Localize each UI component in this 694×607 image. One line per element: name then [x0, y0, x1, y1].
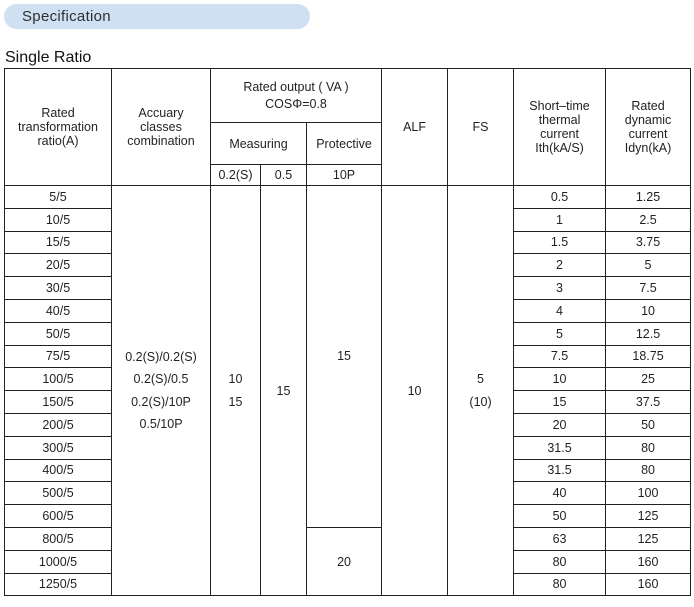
ratio-cell: 5/5	[5, 186, 112, 209]
ith-cell: 31.5	[514, 459, 606, 482]
ith-cell: 7.5	[514, 345, 606, 368]
accuracy-value: 0.5/10P	[139, 417, 183, 432]
ith-cell: 15	[514, 391, 606, 414]
ratio-cell: 30/5	[5, 277, 112, 300]
ratio-cell: 75/5	[5, 345, 112, 368]
idyn-cell: 50	[606, 413, 691, 436]
spec-table	[4, 68, 691, 596]
measuring-02s-value: 10	[228, 371, 243, 386]
ith-cell: 80	[514, 573, 606, 596]
idyn-cell: 25	[606, 368, 691, 391]
protective-cell-1: 15	[307, 186, 382, 528]
idyn-cell: 5	[606, 254, 691, 277]
ratio-cell: 300/5	[5, 436, 112, 459]
ratio-cell: 40/5	[5, 299, 112, 322]
accuracy-value: 0.2(S)/0.5	[133, 372, 189, 387]
idyn-cell: 18.75	[606, 345, 691, 368]
header-rated-output: Rated output ( VA ) COSΦ=0.8	[211, 69, 382, 123]
idyn-cell: 10	[606, 299, 691, 322]
table-row	[5, 527, 691, 550]
idyn-cell: 3.75	[606, 231, 691, 254]
ith-cell: 80	[514, 550, 606, 573]
ith-cell: 10	[514, 368, 606, 391]
ratio-cell: 20/5	[5, 254, 112, 277]
ith-cell: 20	[514, 413, 606, 436]
header-sub-10p: 10P	[307, 165, 382, 186]
header-sub-05: 0.5	[261, 165, 307, 186]
accuracy-value: 0.2(S)/10P	[131, 394, 191, 409]
ratio-cell: 15/5	[5, 231, 112, 254]
header-alf: ALF	[382, 69, 448, 186]
ith-cell: 40	[514, 482, 606, 505]
ratio-cell: 1250/5	[5, 573, 112, 596]
ith-cell: 63	[514, 527, 606, 550]
measuring-02s-value: 15	[228, 394, 243, 409]
ith-cell: 1	[514, 208, 606, 231]
idyn-cell: 80	[606, 459, 691, 482]
idyn-cell: 160	[606, 550, 691, 573]
alf-cell: 10	[382, 186, 448, 596]
ratio-cell: 500/5	[5, 482, 112, 505]
ratio-cell: 400/5	[5, 459, 112, 482]
idyn-cell: 125	[606, 527, 691, 550]
ratio-cell: 200/5	[5, 413, 112, 436]
ratio-cell: 100/5	[5, 368, 112, 391]
ith-cell: 2	[514, 254, 606, 277]
idyn-cell: 80	[606, 436, 691, 459]
ratio-cell: 10/5	[5, 208, 112, 231]
section-title: Single Ratio	[5, 49, 92, 66]
fs-value: 5	[477, 371, 484, 386]
ith-cell: 50	[514, 505, 606, 528]
fs-value: (10)	[469, 394, 492, 409]
specification-tab	[4, 4, 310, 29]
ratio-cell: 1000/5	[5, 550, 112, 573]
specification-label: Specification	[22, 8, 111, 25]
header-rated-ratio: Rated transformation ratio(A)	[5, 69, 112, 186]
ith-cell: 4	[514, 299, 606, 322]
ratio-cell: 600/5	[5, 505, 112, 528]
accuracy-value: 0.2(S)/0.2(S)	[125, 349, 197, 364]
ratio-cell: 800/5	[5, 527, 112, 550]
ith-cell: 3	[514, 277, 606, 300]
measuring-02s-cell	[211, 186, 261, 596]
header-rated-dynamic-current: Rated dynamic current Idyn(kA)	[606, 69, 691, 186]
idyn-cell: 125	[606, 505, 691, 528]
ith-cell: 31.5	[514, 436, 606, 459]
ith-cell: 0.5	[514, 186, 606, 209]
header-sub-02s: 0.2(S)	[211, 165, 261, 186]
measuring-05-cell: 15	[261, 186, 307, 596]
header-fs: FS	[448, 69, 514, 186]
fs-cell	[448, 186, 514, 596]
idyn-cell: 1.25	[606, 186, 691, 209]
idyn-cell: 160	[606, 573, 691, 596]
header-measuring: Measuring	[211, 123, 307, 165]
ratio-cell: 150/5	[5, 391, 112, 414]
header-protective: Protective	[307, 123, 382, 165]
idyn-cell: 7.5	[606, 277, 691, 300]
table-row	[5, 186, 691, 209]
ratio-cell: 50/5	[5, 322, 112, 345]
idyn-cell: 2.5	[606, 208, 691, 231]
header-accuracy: Accuary classes combination	[112, 69, 211, 186]
accuracy-cell	[112, 186, 211, 596]
idyn-cell: 12.5	[606, 322, 691, 345]
header-short-time-current: Short–time thermal current Ith(kA/S)	[514, 69, 606, 186]
idyn-cell: 100	[606, 482, 691, 505]
ith-cell: 1.5	[514, 231, 606, 254]
idyn-cell: 37.5	[606, 391, 691, 414]
ith-cell: 5	[514, 322, 606, 345]
protective-cell-2: 20	[307, 527, 382, 595]
